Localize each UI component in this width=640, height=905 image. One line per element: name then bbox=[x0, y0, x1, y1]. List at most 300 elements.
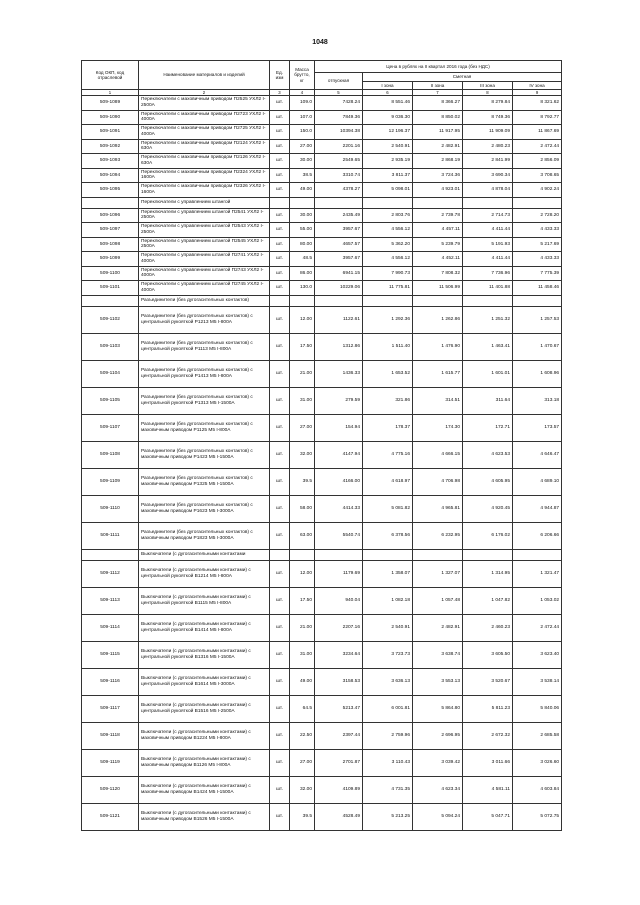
price-zone-2: 2 482.91 bbox=[413, 139, 463, 154]
price-otpusknaya: 5213.47 bbox=[315, 695, 363, 722]
price-zone-4: 1 053.02 bbox=[513, 587, 562, 614]
item-code: 509-1098 bbox=[82, 237, 139, 252]
item-weight: 30.00 bbox=[290, 154, 315, 169]
item-name: Переключатели с маховичным приводом П2725 УХЛ2 I-4000А bbox=[139, 125, 270, 140]
item-unit: шт. bbox=[270, 614, 290, 641]
item-unit: шт. bbox=[270, 414, 290, 441]
price-zone-2: 314.51 bbox=[413, 387, 463, 414]
table-row bbox=[82, 668, 562, 695]
price-zone-1: 7 990.73 bbox=[363, 266, 413, 281]
item-unit: шт. bbox=[270, 252, 290, 267]
item-name: Выключатели (с дугогасительными контактами) с центральной рукояткой В1414 М5 I-800А bbox=[139, 614, 270, 641]
item-weight: 12.00 bbox=[290, 560, 315, 587]
empty-cell bbox=[290, 197, 315, 208]
column-index: 3 bbox=[270, 90, 290, 96]
price-zone-2: 4 706.98 bbox=[413, 468, 463, 495]
table-row bbox=[82, 441, 562, 468]
price-zone-1: 12 196.37 bbox=[363, 125, 413, 140]
item-weight: 49.00 bbox=[290, 183, 315, 198]
section-title: Переключатели с управлением штангой bbox=[139, 197, 270, 208]
item-code: 509-1119 bbox=[82, 749, 139, 776]
price-zone-2: 6 232.95 bbox=[413, 522, 463, 549]
price-table bbox=[81, 60, 562, 831]
item-weight: 12.00 bbox=[290, 306, 315, 333]
price-zone-3: 1 314.95 bbox=[463, 560, 513, 587]
item-name: Выключатели (с дугогасительными контактами) с маховичным приводом В1424 М5 I-1500А bbox=[139, 776, 270, 803]
item-weight: 80.00 bbox=[290, 237, 315, 252]
table-row bbox=[82, 776, 562, 803]
price-zone-3: 4 411.44 bbox=[463, 223, 513, 238]
item-name: Переключатели с управлением штангой П2543 УХЛ2 I-2500А bbox=[139, 223, 270, 238]
item-unit: шт. bbox=[270, 306, 290, 333]
price-otpusknaya: 4414.33 bbox=[315, 495, 363, 522]
price-zone-3: 8 749.36 bbox=[463, 110, 513, 125]
price-zone-2: 4 457.11 bbox=[413, 223, 463, 238]
header-name: Наименование материалов и изделий bbox=[139, 61, 270, 90]
price-zone-2: 1 327.07 bbox=[413, 560, 463, 587]
item-code: 509-1104 bbox=[82, 360, 139, 387]
price-otpusknaya: 3234.64 bbox=[315, 641, 363, 668]
price-otpusknaya: 3158.53 bbox=[315, 668, 363, 695]
price-zone-4: 2 728.20 bbox=[513, 208, 562, 223]
item-unit: шт. bbox=[270, 560, 290, 587]
table-row bbox=[82, 237, 562, 252]
price-otpusknaya: 3957.67 bbox=[315, 223, 363, 238]
item-code: 509-1103 bbox=[82, 333, 139, 360]
price-otpusknaya: 7428.24 bbox=[315, 96, 363, 111]
price-otpusknaya: 154.94 bbox=[315, 414, 363, 441]
price-zone-3: 2 460.23 bbox=[463, 614, 513, 641]
empty-cell bbox=[363, 549, 413, 560]
price-zone-3: 8 279.84 bbox=[463, 96, 513, 111]
item-name: Разъединители (без дугогасительных контактов) с центральной рукояткой Р1113 М5 I-800А bbox=[139, 333, 270, 360]
item-unit: шт. bbox=[270, 183, 290, 198]
item-code: 509-1099 bbox=[82, 252, 139, 267]
column-index: 6 bbox=[363, 90, 413, 96]
table-row bbox=[82, 125, 562, 140]
item-unit: шт. bbox=[270, 468, 290, 495]
item-name: Переключатели с управлением штангой П2743 УХЛ2 I-4000А bbox=[139, 266, 270, 281]
table-row bbox=[82, 168, 562, 183]
price-zone-1: 2 803.76 bbox=[363, 208, 413, 223]
item-name: Выключатели (с дугогасительными контактами) с маховичным приводом В1526 М5 I-1500А bbox=[139, 803, 270, 830]
price-zone-4: 1 321.47 bbox=[513, 560, 562, 587]
price-otpusknaya: 940.04 bbox=[315, 587, 363, 614]
empty-cell bbox=[363, 295, 413, 306]
item-weight: 107.0 bbox=[290, 110, 315, 125]
price-otpusknaya: 4657.57 bbox=[315, 237, 363, 252]
item-weight: 27.00 bbox=[290, 749, 315, 776]
table-row bbox=[82, 208, 562, 223]
item-code: 509-1114 bbox=[82, 614, 139, 641]
item-unit: шт. bbox=[270, 266, 290, 281]
header-weight: Масса брутто, кг bbox=[290, 61, 315, 90]
price-zone-2: 1 262.86 bbox=[413, 306, 463, 333]
item-weight: 17.50 bbox=[290, 333, 315, 360]
column-index: 1 bbox=[82, 90, 139, 96]
price-zone-2: 7 808.32 bbox=[413, 266, 463, 281]
price-zone-2: 2 868.19 bbox=[413, 154, 463, 169]
item-code: 509-1117 bbox=[82, 695, 139, 722]
item-unit: шт. bbox=[270, 139, 290, 154]
table-row bbox=[82, 110, 562, 125]
section-code-cell bbox=[82, 295, 139, 306]
item-weight: 31.00 bbox=[290, 387, 315, 414]
item-code: 509-1113 bbox=[82, 587, 139, 614]
price-zone-4: 3 708.65 bbox=[513, 168, 562, 183]
price-zone-4: 1 470.67 bbox=[513, 333, 562, 360]
item-code: 509-1092 bbox=[82, 139, 139, 154]
header-zone-4: IV зона bbox=[513, 82, 562, 90]
header-price-group: Цена в рублях на II квартал 2016 года (без НДС) bbox=[315, 61, 562, 73]
table-row bbox=[82, 803, 562, 830]
item-unit: шт. bbox=[270, 641, 290, 668]
price-zone-1: 3 811.37 bbox=[363, 168, 413, 183]
table-header bbox=[82, 61, 562, 96]
price-zone-4: 2 685.58 bbox=[513, 722, 562, 749]
price-otpusknaya: 6941.15 bbox=[315, 266, 363, 281]
empty-cell bbox=[270, 197, 290, 208]
price-otpusknaya: 4166.00 bbox=[315, 468, 363, 495]
table-row bbox=[82, 333, 562, 360]
price-otpusknaya: 2397.44 bbox=[315, 722, 363, 749]
price-otpusknaya: 2207.16 bbox=[315, 614, 363, 641]
item-name: Переключатели с управлением штангой П2541 УХЛ2 I-2500А bbox=[139, 208, 270, 223]
price-zone-2: 2 739.78 bbox=[413, 208, 463, 223]
price-zone-2: 5 864.80 bbox=[413, 695, 463, 722]
price-otpusknaya: 1122.61 bbox=[315, 306, 363, 333]
price-zone-1: 2 935.19 bbox=[363, 154, 413, 169]
price-zone-4: 173.57 bbox=[513, 414, 562, 441]
item-weight: 48.5 bbox=[290, 252, 315, 267]
item-weight: 27.00 bbox=[290, 139, 315, 154]
price-zone-3: 5 191.93 bbox=[463, 237, 513, 252]
price-zone-4: 2 472.44 bbox=[513, 139, 562, 154]
table-row bbox=[82, 641, 562, 668]
section-row bbox=[82, 549, 562, 560]
table-row bbox=[82, 154, 562, 169]
price-zone-3: 2 480.23 bbox=[463, 139, 513, 154]
price-zone-1: 2 540.91 bbox=[363, 139, 413, 154]
table-row bbox=[82, 560, 562, 587]
price-zone-2: 11 506.99 bbox=[413, 281, 463, 296]
price-zone-3: 1 463.41 bbox=[463, 333, 513, 360]
table-row bbox=[82, 306, 562, 333]
price-zone-3: 311.64 bbox=[463, 387, 513, 414]
item-weight: 39.5 bbox=[290, 468, 315, 495]
price-zone-1: 1 292.36 bbox=[363, 306, 413, 333]
item-name: Выключатели (с дугогасительными контактами) с центральной рукояткой В1516 М5 I-2500А bbox=[139, 695, 270, 722]
price-zone-2: 4 965.81 bbox=[413, 495, 463, 522]
item-code: 509-1095 bbox=[82, 183, 139, 198]
price-zone-3: 11 401.88 bbox=[463, 281, 513, 296]
price-otpusknaya: 10229.06 bbox=[315, 281, 363, 296]
price-zone-4: 8 792.77 bbox=[513, 110, 562, 125]
item-name: Выключатели (с дугогасительными контактами) с центральной рукояткой В1115 М5 I-800А bbox=[139, 587, 270, 614]
header-zone-3: III зона bbox=[463, 82, 513, 90]
empty-cell bbox=[315, 549, 363, 560]
table-row bbox=[82, 614, 562, 641]
item-unit: шт. bbox=[270, 749, 290, 776]
item-name: Переключатели с управлением штангой П2741 УХЛ2 I-4000А bbox=[139, 252, 270, 267]
price-zone-1: 11 775.81 bbox=[363, 281, 413, 296]
price-zone-3: 1 601.01 bbox=[463, 360, 513, 387]
column-index: 5 bbox=[315, 90, 363, 96]
empty-cell bbox=[513, 197, 562, 208]
table-row bbox=[82, 139, 562, 154]
header-code: Код ОКП, код отраслевой bbox=[82, 61, 139, 90]
item-name: Выключатели (с дугогасительными контактами) с центральной рукояткой В1614 М5 I-3000А bbox=[139, 668, 270, 695]
table-row bbox=[82, 252, 562, 267]
price-zone-2: 4 666.15 bbox=[413, 441, 463, 468]
price-zone-1: 3 723.73 bbox=[363, 641, 413, 668]
price-zone-4: 5 217.69 bbox=[513, 237, 562, 252]
price-zone-1: 4 618.97 bbox=[363, 468, 413, 495]
table-row bbox=[82, 587, 562, 614]
item-weight: 38.5 bbox=[290, 168, 315, 183]
empty-cell bbox=[513, 549, 562, 560]
item-code: 509-1121 bbox=[82, 803, 139, 830]
empty-cell bbox=[413, 295, 463, 306]
column-index: 8 bbox=[463, 90, 513, 96]
price-zone-4: 6 206.66 bbox=[513, 522, 562, 549]
table-row bbox=[82, 495, 562, 522]
item-code: 509-1108 bbox=[82, 441, 139, 468]
header-otpusknaya: отпускная bbox=[315, 73, 363, 90]
item-weight: 27.00 bbox=[290, 414, 315, 441]
price-otpusknaya: 1312.86 bbox=[315, 333, 363, 360]
price-zone-4: 2 856.09 bbox=[513, 154, 562, 169]
table-row bbox=[82, 183, 562, 198]
price-zone-1: 1 511.40 bbox=[363, 333, 413, 360]
price-zone-2: 3 638.74 bbox=[413, 641, 463, 668]
price-zone-1: 4 775.16 bbox=[363, 441, 413, 468]
price-zone-4: 4 603.84 bbox=[513, 776, 562, 803]
price-zone-3: 7 736.96 bbox=[463, 266, 513, 281]
price-zone-4: 3 623.40 bbox=[513, 641, 562, 668]
table-row bbox=[82, 266, 562, 281]
price-zone-3: 4 411.44 bbox=[463, 252, 513, 267]
price-otpusknaya: 4147.94 bbox=[315, 441, 363, 468]
item-code: 509-1090 bbox=[82, 110, 139, 125]
item-code: 509-1110 bbox=[82, 495, 139, 522]
item-name: Переключатели с маховичным приводом П2126 УХЛ2 I-630А bbox=[139, 154, 270, 169]
column-index: 2 bbox=[139, 90, 270, 96]
price-zone-1: 1 653.52 bbox=[363, 360, 413, 387]
price-zone-1: 4 731.35 bbox=[363, 776, 413, 803]
item-unit: шт. bbox=[270, 168, 290, 183]
empty-cell bbox=[290, 549, 315, 560]
item-unit: шт. bbox=[270, 776, 290, 803]
price-zone-3: 4 581.11 bbox=[463, 776, 513, 803]
item-weight: 130.0 bbox=[290, 281, 315, 296]
item-unit: шт. bbox=[270, 495, 290, 522]
price-zone-3: 4 920.45 bbox=[463, 495, 513, 522]
item-code: 509-1093 bbox=[82, 154, 139, 169]
item-weight: 32.00 bbox=[290, 776, 315, 803]
price-zone-4: 11 867.69 bbox=[513, 125, 562, 140]
item-name: Переключатели с маховичным приводом П2124 УХЛ2 I-630А bbox=[139, 139, 270, 154]
item-code: 509-1120 bbox=[82, 776, 139, 803]
price-zone-1: 5 362.20 bbox=[363, 237, 413, 252]
item-weight: 64.5 bbox=[290, 695, 315, 722]
price-zone-2: 3 553.13 bbox=[413, 668, 463, 695]
price-zone-4: 2 472.44 bbox=[513, 614, 562, 641]
price-zone-2: 3 724.36 bbox=[413, 168, 463, 183]
table-row bbox=[82, 722, 562, 749]
price-zone-1: 3 110.43 bbox=[363, 749, 413, 776]
table-row bbox=[82, 695, 562, 722]
table-row bbox=[82, 281, 562, 296]
item-name: Разъединители (без дугогасительных контактов) с маховичным приводом Р1623 М5 I-3000А bbox=[139, 495, 270, 522]
item-code: 509-1112 bbox=[82, 560, 139, 587]
item-code: 509-1102 bbox=[82, 306, 139, 333]
item-unit: шт. bbox=[270, 387, 290, 414]
item-name: Выключатели (с дугогасительными контактами) с центральной рукояткой В1316 М5 I-1500А bbox=[139, 641, 270, 668]
item-unit: шт. bbox=[270, 281, 290, 296]
section-row bbox=[82, 197, 562, 208]
price-zone-3: 4 623.53 bbox=[463, 441, 513, 468]
column-index: 4 bbox=[290, 90, 315, 96]
price-zone-4: 313.18 bbox=[513, 387, 562, 414]
price-zone-3: 2 841.99 bbox=[463, 154, 513, 169]
price-zone-4: 4 944.87 bbox=[513, 495, 562, 522]
price-zone-4: 4 433.33 bbox=[513, 223, 562, 238]
price-zone-1: 3 636.13 bbox=[363, 668, 413, 695]
price-zone-3: 1 251.32 bbox=[463, 306, 513, 333]
item-unit: шт. bbox=[270, 803, 290, 830]
price-otpusknaya: 3957.67 bbox=[315, 252, 363, 267]
item-weight: 17.50 bbox=[290, 587, 315, 614]
item-name: Разъединители (без дугогасительных контактов) с маховичным приводом Р1125 М5 I-800А bbox=[139, 414, 270, 441]
price-otpusknaya: 4528.49 bbox=[315, 803, 363, 830]
price-zone-4: 1 608.96 bbox=[513, 360, 562, 387]
table-row bbox=[82, 360, 562, 387]
price-zone-3: 172.71 bbox=[463, 414, 513, 441]
price-zone-3: 3 690.34 bbox=[463, 168, 513, 183]
empty-cell bbox=[290, 295, 315, 306]
item-unit: шт. bbox=[270, 722, 290, 749]
item-unit: шт. bbox=[270, 208, 290, 223]
section-title: Выключатели (с дугогасительными контактами bbox=[139, 549, 270, 560]
price-zone-2: 2 696.95 bbox=[413, 722, 463, 749]
price-otpusknaya: 2201.16 bbox=[315, 139, 363, 154]
table-row bbox=[82, 522, 562, 549]
price-zone-2: 8 366.27 bbox=[413, 96, 463, 111]
empty-cell bbox=[513, 295, 562, 306]
price-zone-3: 3 011.66 bbox=[463, 749, 513, 776]
price-zone-1: 1 082.18 bbox=[363, 587, 413, 614]
column-index: 9 bbox=[513, 90, 562, 96]
item-name: Разъединители (без дугогасительных контактов) с маховичным приводом Р1823 М5 I-3000А bbox=[139, 522, 270, 549]
header-zone-1: I зона bbox=[363, 82, 413, 90]
empty-cell bbox=[270, 295, 290, 306]
empty-cell bbox=[315, 295, 363, 306]
price-zone-2: 4 452.11 bbox=[413, 252, 463, 267]
item-name: Выключатели (с дугогасительными контактами) с маховичным приводом В1224 М5 I-800А bbox=[139, 722, 270, 749]
item-name: Переключатели с маховичным приводом П2525 УХЛ2 I-2500А bbox=[139, 96, 270, 111]
price-otpusknaya: 2549.65 bbox=[315, 154, 363, 169]
price-zone-4: 4 646.47 bbox=[513, 441, 562, 468]
price-zone-4: 1 257.53 bbox=[513, 306, 562, 333]
item-name: Выключатели (с дугогасительными контактами) с центральной рукояткой В1214 М5 I-800А bbox=[139, 560, 270, 587]
column-index: 7 bbox=[413, 90, 463, 96]
item-unit: шт. bbox=[270, 110, 290, 125]
price-zone-1: 9 036.30 bbox=[363, 110, 413, 125]
item-unit: шт. bbox=[270, 522, 290, 549]
price-zone-1: 6 001.81 bbox=[363, 695, 413, 722]
item-code: 509-1116 bbox=[82, 668, 139, 695]
price-zone-1: 6 378.56 bbox=[363, 522, 413, 549]
item-weight: 150.0 bbox=[290, 125, 315, 140]
price-zone-3: 5 047.71 bbox=[463, 803, 513, 830]
price-zone-2: 4 923.01 bbox=[413, 183, 463, 198]
price-zone-3: 6 176.02 bbox=[463, 522, 513, 549]
price-zone-4: 4 902.24 bbox=[513, 183, 562, 198]
price-zone-2: 1 615.77 bbox=[413, 360, 463, 387]
price-zone-3: 4 605.95 bbox=[463, 468, 513, 495]
price-zone-1: 2 540.91 bbox=[363, 614, 413, 641]
price-zone-3: 3 520.67 bbox=[463, 668, 513, 695]
price-zone-4: 3 026.60 bbox=[513, 749, 562, 776]
table-row bbox=[82, 223, 562, 238]
price-zone-1: 5 081.82 bbox=[363, 495, 413, 522]
table-row bbox=[82, 414, 562, 441]
item-code: 509-1109 bbox=[82, 468, 139, 495]
price-zone-3: 2 714.73 bbox=[463, 208, 513, 223]
price-zone-1: 2 759.96 bbox=[363, 722, 413, 749]
section-code-cell bbox=[82, 549, 139, 560]
table-row bbox=[82, 387, 562, 414]
price-zone-2: 11 917.95 bbox=[413, 125, 463, 140]
empty-cell bbox=[315, 197, 363, 208]
price-zone-3: 3 605.50 bbox=[463, 641, 513, 668]
item-weight: 86.00 bbox=[290, 266, 315, 281]
price-zone-4: 5 840.06 bbox=[513, 695, 562, 722]
item-weight: 21.00 bbox=[290, 360, 315, 387]
section-row bbox=[82, 295, 562, 306]
empty-cell bbox=[363, 197, 413, 208]
price-zone-4: 8 321.62 bbox=[513, 96, 562, 111]
item-name: Разъединители (без дугогасительных контактов) с маховичным приводом Р1325 М5 I-1500А bbox=[139, 468, 270, 495]
price-zone-2: 2 482.91 bbox=[413, 614, 463, 641]
price-zone-2: 5 094.24 bbox=[413, 803, 463, 830]
empty-cell bbox=[270, 549, 290, 560]
price-zone-3: 2 672.32 bbox=[463, 722, 513, 749]
item-name: Разъединители (без дугогасительных контактов) с центральной рукояткой Р1313 М5 I-1500А bbox=[139, 387, 270, 414]
price-zone-4: 3 538.14 bbox=[513, 668, 562, 695]
empty-cell bbox=[413, 197, 463, 208]
price-zone-1: 4 556.12 bbox=[363, 223, 413, 238]
item-name: Разъединители (без дугогасительных контактов) с центральной рукояткой Р1413 М5 I-800А bbox=[139, 360, 270, 387]
price-zone-1: 5 213.25 bbox=[363, 803, 413, 830]
item-code: 509-1107 bbox=[82, 414, 139, 441]
price-otpusknaya: 7849.36 bbox=[315, 110, 363, 125]
item-name: Разъединители (без дугогасительных контактов) с центральной рукояткой Р1213 М5 I-800А bbox=[139, 306, 270, 333]
empty-cell bbox=[413, 549, 463, 560]
price-zone-1: 5 098.01 bbox=[363, 183, 413, 198]
price-zone-1: 4 556.12 bbox=[363, 252, 413, 267]
item-name: Переключатели с управлением штангой П2545 УХЛ2 I-2500А bbox=[139, 237, 270, 252]
price-otpusknaya: 4109.89 bbox=[315, 776, 363, 803]
price-otpusknaya: 10394.38 bbox=[315, 125, 363, 140]
price-zone-2: 4 623.34 bbox=[413, 776, 463, 803]
table-row bbox=[82, 96, 562, 111]
item-unit: шт. bbox=[270, 223, 290, 238]
item-code: 509-1091 bbox=[82, 125, 139, 140]
price-zone-1: 178.37 bbox=[363, 414, 413, 441]
price-zone-2: 1 476.90 bbox=[413, 333, 463, 360]
